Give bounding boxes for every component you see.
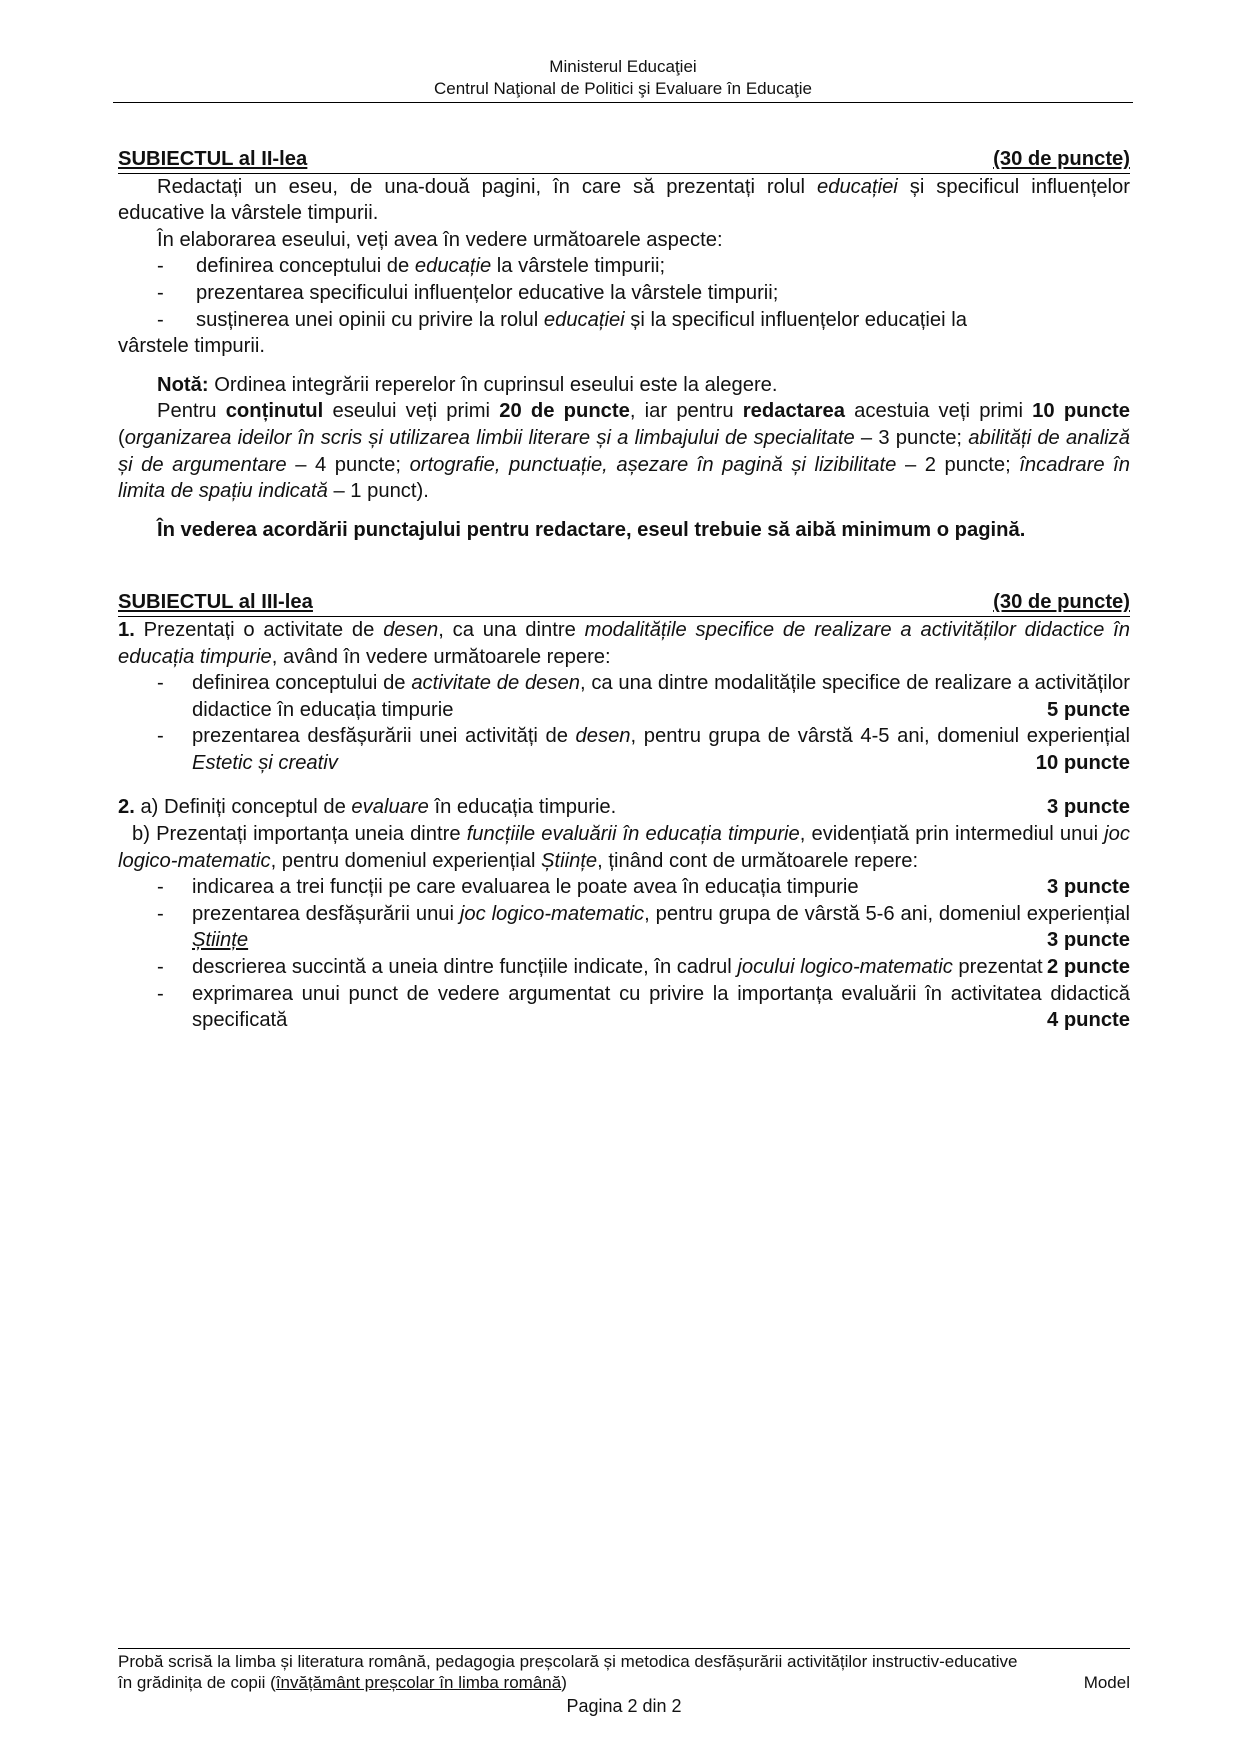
s2-final-note: În vederea acordării punctajului pentru redactare, eseul trebuie să aibă minimum o pagină. [157,518,1026,541]
s3-title: SUBIECTUL al III-lea [118,591,313,614]
s3-q2b: b) Prezentați importanța uneia dintre funcțiile evaluării în educația timpurie, evidențiată prin intermediul unui joc logico-matematic, pentru domeniul experiențial Științe, ținând cont de următoarele repere: [118,823,1130,872]
s2-scoring: Pentru conținutul eseului veți primi 20 de puncte, iar pentru redactarea acestuia veți primi 10 puncte (organizarea ideilor în scris și utilizarea limbii literare și a limbajului de specialitate – 3 puncte; abilități de analiză și de argumentare – 4 puncte; ortografie, punctuație, așezare în pagină și lizibilitate – 2 puncte; încadrare în limita de spațiu indicată – 1 punct). [118,400,1130,503]
s3-q1: 1. Prezentați o activitate de desen, ca una dintre modalitățile specifice de realizare a activităților didactice în educația timpurie, având în vedere următoarele repere: [118,618,1130,668]
header-ministry: Ministerul Educaţiei [549,57,697,76]
s2-item-2: - prezentarea specificului influențelor educative la vârstele timpurii; [157,281,779,304]
page-number: Pagina 2 din 2 [566,1696,682,1716]
s3-q2-item-3: - descrierea succintă a uneia dintre funcțiile indicate, în cadrul jocului logico-matematic prezentat 2 puncte [157,956,1130,979]
s3-q2-item-4: - exprimarea unui punct de vedere argumentat cu privire la importanța evaluării în activitatea didactică specificată 4 puncte [157,982,1130,1032]
s2-item-3: - susținerea unei opinii cu privire la rolul educației și la specificul influențelor educației la [157,308,967,331]
s2-title: SUBIECTUL al II-lea [118,148,308,170]
page-footer [118,1648,1130,1717]
s3-q2-item-2: - prezentarea desfășurării unui joc logico-matematic, pentru grupa de vârstă 5-6 ani, domeniul experiențial Științe 3 puncte [157,902,1130,952]
s2-item-3-cont: vârstele timpurii. [118,335,265,358]
s2-aspects: În elaborarea eseului, veți avea în vedere următoarele aspecte: [157,228,723,251]
s2-intro: Redactați un eseu, de una-două pagini, în care să prezentați rolul educației și specificul influențelor educative la vârstele timpurii. [118,175,1130,225]
s3-points: (30 de puncte) [993,591,1130,614]
s3-q1-item-2: - prezentarea desfășurării unei activități de desen, pentru grupa de vârstă 4-5 ani, domeniul experiențial Estetic și creativ 10 puncte [157,725,1130,774]
s2-item-1: - definirea conceptului de educație la vârstele timpurii; [157,255,666,278]
s2-heading [118,146,1130,174]
footer-exam-title: Probă scrisă la limba și literatura română, pedagogia preșcolară și metodica desfășurării activităților instructiv-educative [118,1652,1018,1671]
header-center: Centrul Naţional de Politici şi Evaluare în Educaţie [434,79,812,98]
s3-heading [118,589,1130,617]
footer-row-2: în grădinița de copii (învățământ preșcolar în limba română) Model [118,1673,1130,1692]
document-content [118,146,1130,1034]
page-header [113,56,1133,103]
s3-q2-item-1: - indicarea a trei funcții pe care evaluarea le poate avea în educația timpurie 3 puncte [157,876,1130,899]
s2-nota: Notă: Ordinea integrării reperelor în cuprinsul eseului este la alegere. [157,373,778,396]
s2-points: (30 de puncte) [993,148,1130,170]
s3-q2a: 2. a) Definiți conceptul de evaluare în educația timpurie. 3 puncte [118,796,1130,819]
s3-q1-item-1: - definirea conceptului de activitate de desen, ca una dintre modalitățile specifice de realizare a activităților didactice în educația timpurie 5 puncte [157,672,1130,721]
footer-model: Model [1083,1673,1130,1692]
